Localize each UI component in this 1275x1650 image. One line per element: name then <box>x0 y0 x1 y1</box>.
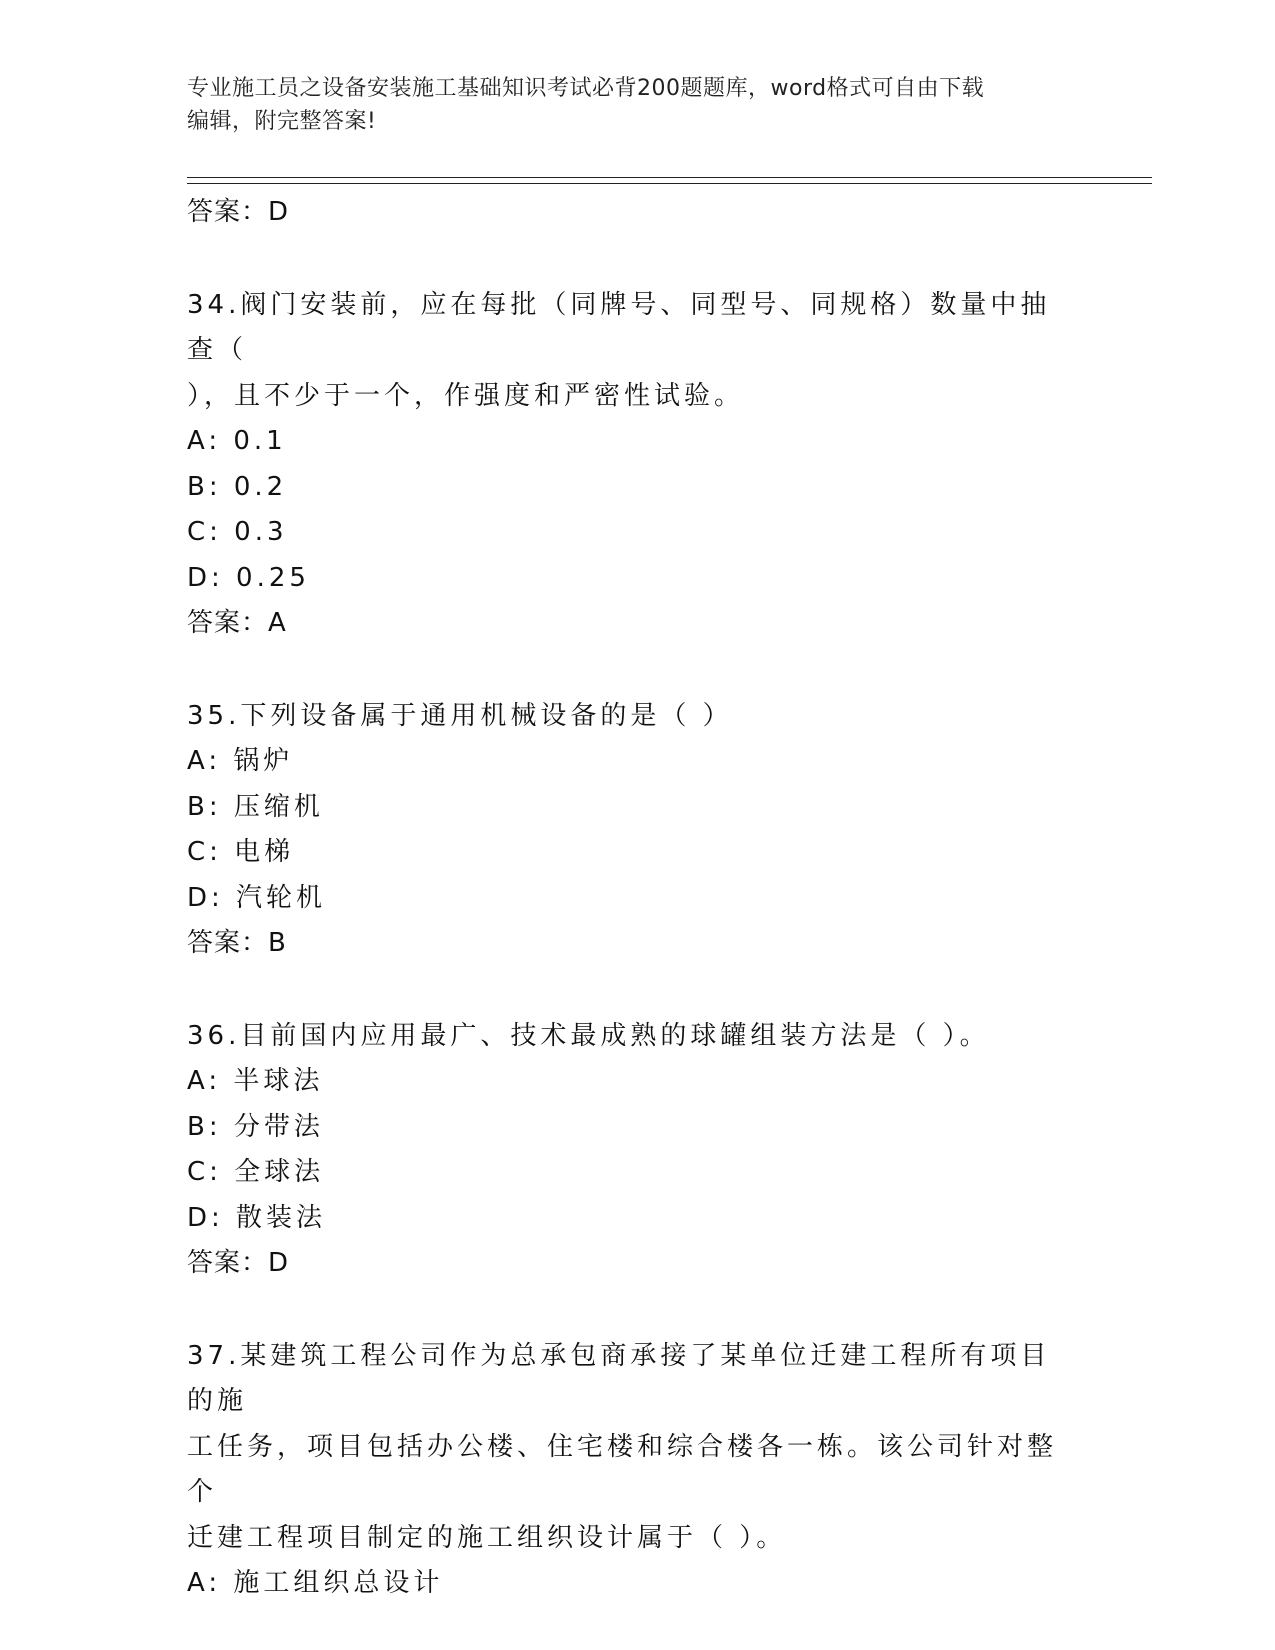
option-b: B: 压缩机 <box>187 791 324 822</box>
header-line-2: 编辑，附完整答案! <box>187 109 377 134</box>
option-d: D: 散装法 <box>187 1202 327 1233</box>
spacer <box>187 647 1087 694</box>
question-text: ），且不少于一个，作强度和严密性试验。 <box>187 380 745 411</box>
option-c: C: 全球法 <box>187 1157 325 1187</box>
spacer <box>187 967 1087 1014</box>
answer: 答案：D <box>187 1248 290 1278</box>
option-c: C: 电梯 <box>187 837 295 867</box>
header-line-1: 专业施工员之设备安装施工基础知识考试必背200题题库，word格式可自由下载 <box>187 76 985 101</box>
question-content <box>187 190 1087 1607</box>
header-divider-bottom <box>187 183 1152 184</box>
question-text: 35.下列设备属于通用机械设备的是（ ） <box>187 700 733 731</box>
document-header <box>187 72 1067 138</box>
option-a: A: 半球法 <box>187 1066 324 1096</box>
question-text: 迁建工程项目制定的施工组织设计属于（ ）。 <box>187 1522 787 1553</box>
answer: 答案：A <box>187 608 287 638</box>
question-text: 工任务，项目包括办公楼、住宅楼和综合楼各一栋。该公司针对整个 <box>187 1431 1058 1507</box>
spacer <box>187 1287 1087 1334</box>
answer: 答案：B <box>187 928 287 958</box>
question-35 <box>187 694 1087 967</box>
option-d: D: 0.25 <box>187 562 310 593</box>
question-text: 36.目前国内应用最广、技术最成熟的球罐组装方法是（ ）。 <box>187 1020 990 1051</box>
option-d: D: 汽轮机 <box>187 882 327 913</box>
option-b: B: 分带法 <box>187 1111 324 1142</box>
question-text: 37.某建筑工程公司作为总承包商承接了某单位迁建工程所有项目的施 <box>187 1340 1051 1416</box>
answer-previous: 答案：D <box>187 197 290 227</box>
option-a: A: 施工组织总设计 <box>187 1568 444 1598</box>
question-37 <box>187 1334 1087 1607</box>
question-text: 34.阀门安装前，应在每批（同牌号、同型号、同规格）数量中抽查（ <box>187 289 1051 365</box>
question-36 <box>187 1014 1087 1287</box>
option-b: B: 0.2 <box>187 471 288 502</box>
option-c: C: 0.3 <box>187 517 288 547</box>
option-a: A: 锅炉 <box>187 746 294 776</box>
option-a: A: 0.1 <box>187 426 287 456</box>
header-divider-top <box>187 177 1152 178</box>
spacer <box>187 236 1087 283</box>
question-34 <box>187 283 1087 647</box>
